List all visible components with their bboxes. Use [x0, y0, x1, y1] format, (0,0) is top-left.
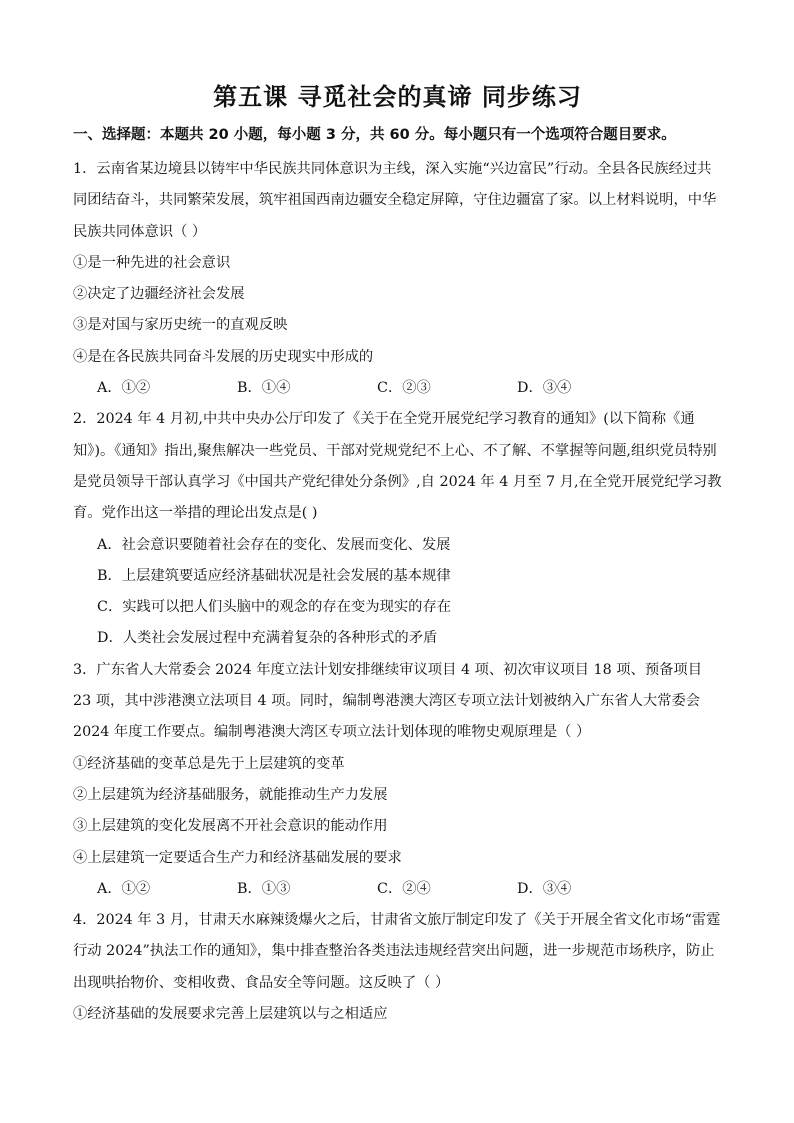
statement-item: ①经济基础的变革总是先于上层建筑的变革	[73, 755, 345, 772]
statement-item: ①是一种先进的社会意识	[73, 254, 231, 271]
option-a: A．①②	[97, 380, 151, 397]
question-stem: 1．云南省某边境县以铸牢中华民族共同体意识为主线，深入实施“兴边富民”行动。全县各民族经过共同团结奋斗，共同繁荣发展，筑牢祖国西南边疆安全稳定屏障，守住边疆富了家。以上材料说明，中华民族共同体意识（ ）	[73, 161, 717, 240]
option-c: C．②④	[377, 880, 431, 897]
statement-item: ②决定了边疆经济社会发展	[73, 286, 245, 303]
statement-item: ①经济基础的发展要求完善上层建筑以与之相适应	[73, 1006, 388, 1023]
option-b: B．上层建筑要适应经济基础状况是社会发展的基本规律	[97, 567, 451, 584]
option-c: C．实践可以把人们头脑中的观念的存在变为现实的存在	[97, 599, 452, 616]
question-stem: 3．广东省人大常委会 2024 年度立法计划安排继续审议项目 4 项、初次审议项目 18 项、预备项目 23 项，其中涉港澳立法项目 4 项。同时，编制粤港澳大湾区专项立法计划被纳入广东省人大常委会 2024 年度工作要点。编制粤港澳大湾区专项立法计划体现的唯物史观原理是（ ）	[73, 661, 703, 741]
question-4	[73, 905, 722, 1030]
statement-item: ④是在各民族共同奋斗发展的历史现实中形成的	[73, 348, 374, 365]
question-2	[73, 404, 722, 654]
answer-options	[73, 373, 722, 404]
statement-item: ③上层建筑的变化发展离不开社会意识的能动作用	[73, 818, 388, 835]
question-1	[73, 154, 722, 404]
statement-item: ④上层建筑一定要适合生产力和经济基础发展的要求	[73, 849, 402, 866]
option-c: C．②③	[377, 380, 431, 397]
question-3	[73, 655, 722, 905]
question-stem: 4．2024 年 3 月，甘肃天水麻辣烫爆火之后，甘肃省文旅厅制定印发了《关于开展全省文化市场“雷霆行动 2024”执法工作的通知》，集中排查整治各类违法违规经营突出问题，进一步规范市场秩序，防止出现哄抬物价、变相收费、食品安全等问题。这反映了（ ）	[73, 912, 721, 991]
statement-item: ③是对国与家历史统一的直观反映	[73, 317, 288, 334]
option-d: D．人类社会发展过程中充满着复杂的各种形式的矛盾	[97, 630, 438, 647]
option-a: A．社会意识要随着社会存在的变化、发展而变化、发展	[97, 536, 451, 553]
option-a: A．①②	[97, 880, 151, 897]
option-b: B．①④	[237, 380, 291, 397]
page-title: 第五课 寻觅社会的真谛 同步练习	[213, 83, 582, 111]
answer-options	[73, 874, 722, 905]
option-d: D．③④	[517, 880, 572, 897]
option-b: B．①③	[237, 880, 291, 897]
statement-item: ②上层建筑为经济基础服务，就能推动生产力发展	[73, 786, 388, 803]
section-heading: 一、选择题：本题共 20 小题，每小题 3 分，共 60 分。每小题只有一个选项符合题目要求。	[73, 127, 676, 143]
option-d: D．③④	[517, 380, 572, 397]
question-stem: 2．2024 年 4 月初,中共中央办公厅印发了《关于在全党开展党纪学习教育的通知》(以下简称《通知》)。《通知》指出,聚焦解决一些党员、干部对党规党纪不上心、不了解、不掌握等问题,组织党员特别是党员领导干部认真学习《中国共产党纪律处分条例》,自 2024 年 4 月至 7 月,在全党开展党纪学习教育。党作出这一举措的理论出发点是( )	[73, 411, 722, 522]
